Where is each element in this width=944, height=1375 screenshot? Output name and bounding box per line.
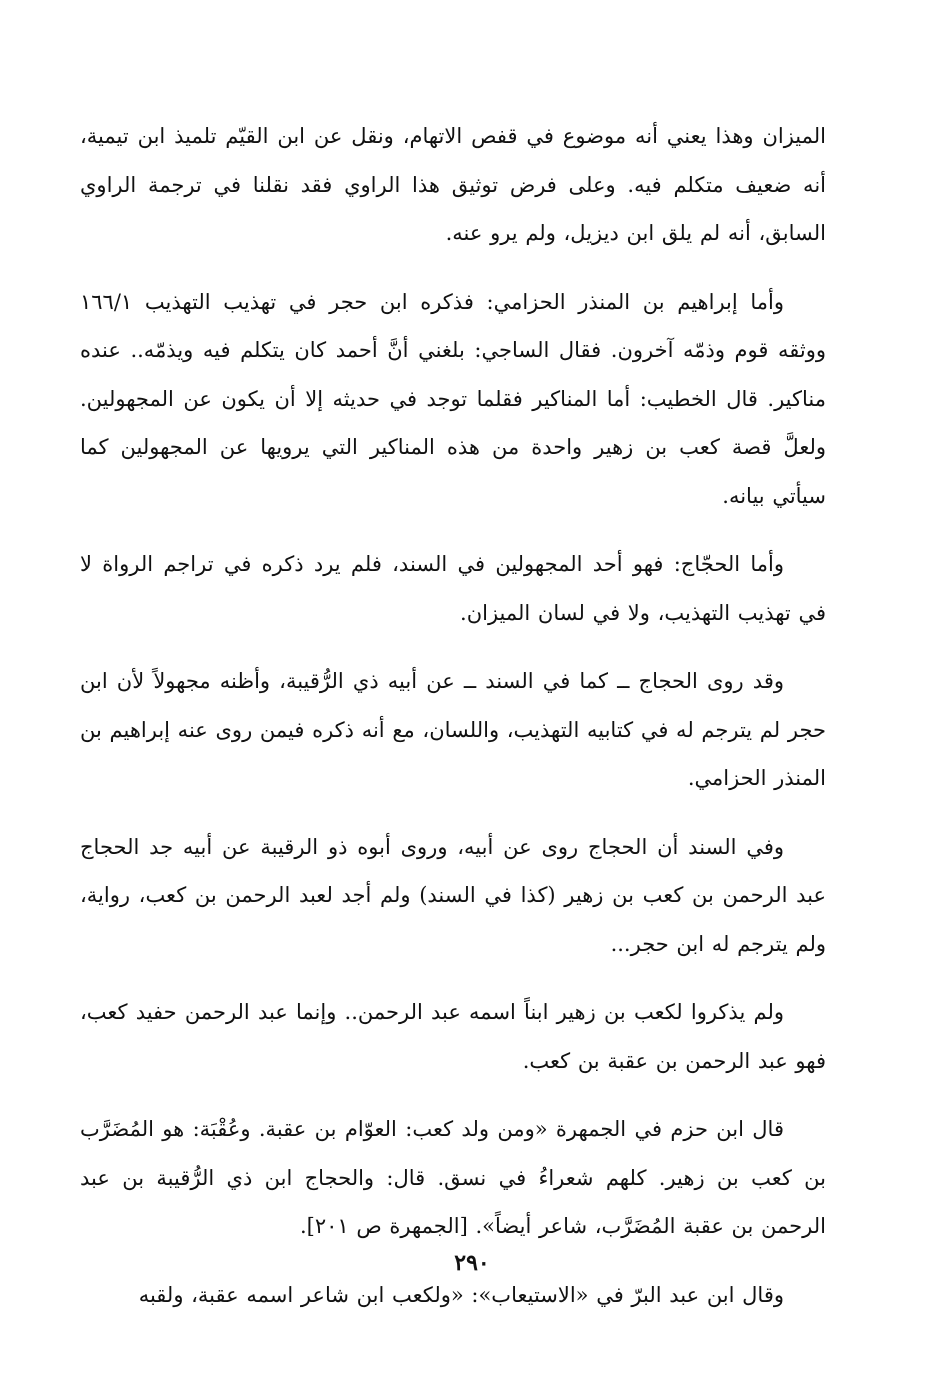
paragraph: الميزان وهذا يعني أنه موضوع في قفص الاتهام، ونقل عن ابن القيّم تلميذ ابن تيمية، أنه ضعيف متكلم فيه. وعلى فرض توثيق هذا الراوي فقد نقلنا في ترجمة الراوي السابق، أنه لم يلق ابن ديزيل، ولم يرو عنه. <box>80 124 826 245</box>
paragraph: وأما إبراهيم بن المنذر الحزامي: فذكره ابن حجر في تهذيب التهذيب ١٦٦/١ ووثقه قوم وذمّه آخرون. فقال الساجي: بلغني أنَّ أحمد كان يتكلم فيه ويذمّه.. عنده مناكير. قال الخطيب: أما المناكير فقلما توجد في حديثه إلا أن يكون عن المجهولين. ولعلَّ قصة كعب بن زهير واحدة من هذه المناكير التي يرويها عن المجهولين كما سيأتي بيانه. <box>80 289 826 508</box>
paragraph: وأما الحجّاج: فهو أحد المجهولين في السند، فلم يرد ذكره في تراجم الرواة لا في تهذيب التهذيب، ولا في لسان الميزان. <box>80 552 826 625</box>
paragraph: قال ابن حزم في الجمهرة «ومن ولد كعب: العوّام بن عقبة. وعُقْبَة: هو المُضَرَّب بن كعب بن زهير. كلهم شعراءُ في نسق. قال: والحجاج ابن ذي الرُّقيبة بن عبد الرحمن بن عقبة المُضَرَّب، شاعر أيضاً». [الجمهرة ص ٢٠١]. <box>80 1117 826 1238</box>
paragraph: وفي السند أن الحجاج روى عن أبيه، وروى أبوه ذو الرقيبة عن أبيه جد الحجاج عبد الرحمن بن كعب بن زهير (كذا في السند) ولم أجد لعبد الرحمن بن كعب، رواية، ولم يترجم له ابن حجر... <box>80 834 826 956</box>
paragraph: ولم يذكروا لكعب بن زهير ابناً اسمه عبد الرحمن.. وإنما عبد الرحمن حفيد كعب، فهو عبد الرحمن بن عقبة بن كعب. <box>80 1000 826 1073</box>
page-body <box>80 112 826 1339</box>
paragraph: وقد روى الحجاج ــ كما في السند ــ عن أبيه ذي الرُّقيبة، وأظنه مجهولاً لأن ابن حجر لم يترجم له في كتابيه التهذيب، واللسان، مع أنه ذكره فيمن روى عنه إبراهيم بن المنذر الحزامي. <box>80 669 826 790</box>
page-number: ٢٩٠ <box>454 1250 490 1276</box>
paragraph: وقال ابن عبد البرّ في «الاستيعاب»: «ولكعب ابن شاعر اسمه عقبة، ولقبه <box>138 1282 784 1307</box>
